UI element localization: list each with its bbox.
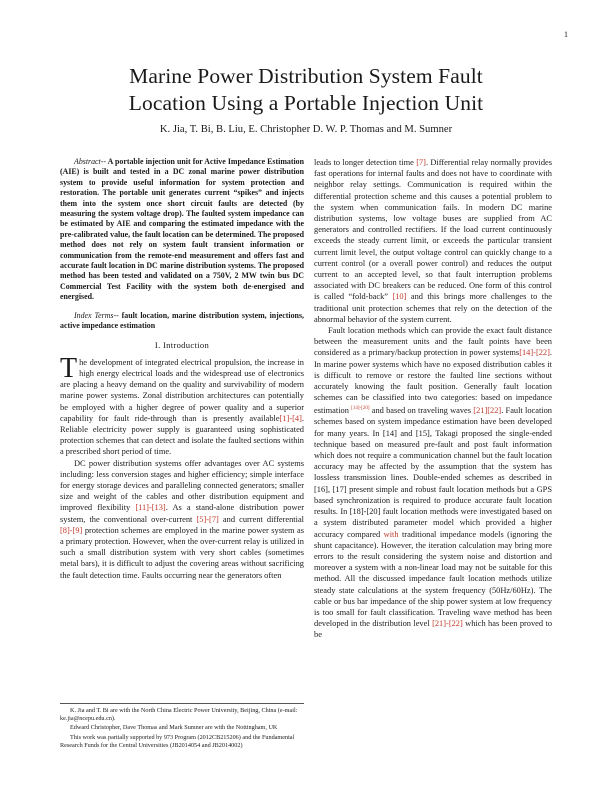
right-paragraph-1 <box>314 157 552 325</box>
page-number: 1 <box>564 30 568 39</box>
intro-paragraph-1 <box>60 352 304 458</box>
right-p1-text-c: and this brings more challenges to the traditional unit protection schemes that rely on the detection of the abnormal behavior of the system current. <box>314 292 552 324</box>
citation-link[interactable]: [21]-[22] <box>432 619 463 629</box>
title-line-1: Marine Power Distribution System Fault <box>129 64 483 88</box>
intro-p1-text-a: he development of integrated electrical propulsion, the increase in high energy electrical loads and the widespread use of electronics are placing a heavy demand on the quality and survivability of modern marine power systems. Zonal distribution architectures can potentially be employed with a higher degree of power quality and a superior capability for fault ride-through than is presently available <box>60 357 304 423</box>
citation-superscript[interactable]: [14]-[20] <box>351 406 370 412</box>
intro-p1-text-b: . Reliable electricity power supply is guaranteed using sophisticated protection schemes that can detect and isolate the faulted sections within a prescribed short period of time. <box>60 413 304 457</box>
index-terms-label: Index Terms-- <box>74 310 119 320</box>
right-p2-text-f: which has been proved to be <box>314 619 553 640</box>
right-paragraph-2 <box>314 325 552 640</box>
index-terms-text: fault location, marine distribution system, injections, active impedance estimation <box>60 310 304 331</box>
citation-link[interactable]: [14]-[22] <box>519 348 550 358</box>
footnote-affiliation-1: K. Jia and T. Bi are with the North China Electric Power University, Beijing, China (e-mail: ke.jia@ncepu.edu.cn). <box>60 707 298 723</box>
right-p2-text-a: Fault location methods which can provide the exact fault distance between the measurement units and the fault points have been considered as a primary/backup protection in power systems <box>314 326 552 358</box>
citation-link[interactable]: [10] <box>392 292 407 302</box>
highlighted-word: with <box>383 529 399 539</box>
footnotes <box>60 703 304 751</box>
intro-paragraph-2 <box>60 458 304 581</box>
citation-link[interactable]: [7] <box>416 158 426 167</box>
right-p2-text-e: traditional impedance models (ignoring the shunt capacitance). However, the iteration calculation may bring more errors to the result considering the system noise and distortion and moreover a system with a non-linear load may not be suitable for this method. All the discussed impedance fault location methods utilize steady state calculations at the system frequency (50Hz/60Hz). The cable or bus bar impedance of the ship power system at low frequency is too small for fault classification. Traveling wave method has been developed in the distribution level <box>314 529 552 629</box>
citation-link[interactable]: [1]-[4] <box>279 413 302 423</box>
intro-p2-text-b: . As a stand-alone distribution power system, the conventional over-current <box>60 503 304 524</box>
citation-link[interactable]: [5]-[7] <box>196 514 219 524</box>
paper-title <box>0 63 612 117</box>
right-p1-text-a: leads to longer detection time <box>314 158 417 167</box>
intro-p2-text-d: protection schemes are employed in the marine power system as a primary protection. However, when the over-current relay is utilized in such a small distribution system with very short cables (sometimes metal bars), it is difficult to adjust the covering areas without sacrificing the fault detection time. Faults occurring near the generators often <box>60 525 304 580</box>
footnote-affiliation-2: Edward Christopher, Dave Thomas and Mark Sumner are with the Nottingham, UK <box>70 724 278 732</box>
abstract-text: A portable injection unit for Active Impedance Estimation (AIE) is built and tested in a DC zonal marine power distribution system to provide useful information for system protection and restoration. The portable unit generates current “spikes” and injects them into the system once short circuit faults are detected (by measuring the system voltage drop). The faulted system impedance can be estimated by AIE and comparing the estimated impedance with the pre-calibrated value, the fault location can be determined. The proposed method does not rely on system fault transient information or communication from the remote-end measurement and offers fast and accurate fault location in DC marine distribution systems. The proposed method has been tested and validated on a 750V, 2 MW twin bus DC Commercial Test Facility with the system both de-energised and energised. <box>60 157 304 302</box>
author-list: K. Jia, T. Bi, B. Liu, E. Christopher D. W. P. Thomas and M. Sumner <box>159 124 453 135</box>
title-line-2: Location Using a Portable Injection Unit <box>128 91 484 115</box>
abstract-label: Abstract-- <box>74 157 106 166</box>
footnote-funding: This work was partially supported by 973 Program (2012CB215206) and the Fundamental Research Funds for the Central Universities (JB2014054 and JB2014002) <box>60 733 295 749</box>
right-p2-text-c: and based on traveling waves <box>369 406 474 416</box>
index-terms <box>60 311 304 332</box>
intro-p2-text-a: DC power distribution systems offer advantages over AC systems including: less conversion stages and higher efficiency; simple interface for energy storage devices and paralleling connected generators; smaller size and weight of the cables and other distribution equipment and improved flexibility <box>60 458 304 513</box>
intro-p2-text-c: and current differential <box>218 514 304 524</box>
abstract <box>60 157 304 303</box>
drop-cap: T <box>60 352 78 384</box>
right-p2-text-b: . In marine power systems which have no exposed distribution cables it is difficult to remove or restore the faulted line sections without accurately knowing the fault position. Generally fault location schemes can be classified into two categories: based on impedance estimation <box>314 348 552 416</box>
citation-link[interactable]: [21][22] <box>473 406 502 416</box>
right-p1-text-b: . Differential relay normally provides fast operations for internal faults and does not have to coordinate with neighbor relay settings. Communication is required within the differential protection scheme and this causes a potential problem to the system when communication fails. In modern DC marine distribution systems, low voltage buses are supplied from AC generators and controlled rectifiers. If the load current continuously exceeds the steady current limit, or exceeds the particular transient current limit level, the output voltage control can quickly change to a current control (or a overall power control) and reduces the output current to an accepted level, so that fault interruption problems associated with DC breakers can be reduced. One form of this control is called “fold-back” <box>314 158 552 302</box>
right-column <box>314 157 552 641</box>
citation-link[interactable]: [11]-[13] <box>135 503 166 513</box>
section-heading-introduction: I. Introduction <box>154 339 210 350</box>
right-p2-text-d: . Fault location schemes based on system impedance estimation have been developed for many years. In [14] and [15], Takagi proposed the single-ended technique based on measured pre-fault and post fault information which does not require a communication channel but the fault location accuracy may be affected by the assumption that the system has lossless transmission lines. Double-ended schemes as described in [16], [17] present simple and robust fault location methods but a GPS based synchronization is required to produce accurate fault location results. In [18]-[20] fault location methods were investigated based on a system distributed parameter model which provided a higher accuracy compared <box>314 406 552 539</box>
citation-link[interactable]: [8]-[9] <box>60 525 83 535</box>
left-column <box>60 157 304 581</box>
